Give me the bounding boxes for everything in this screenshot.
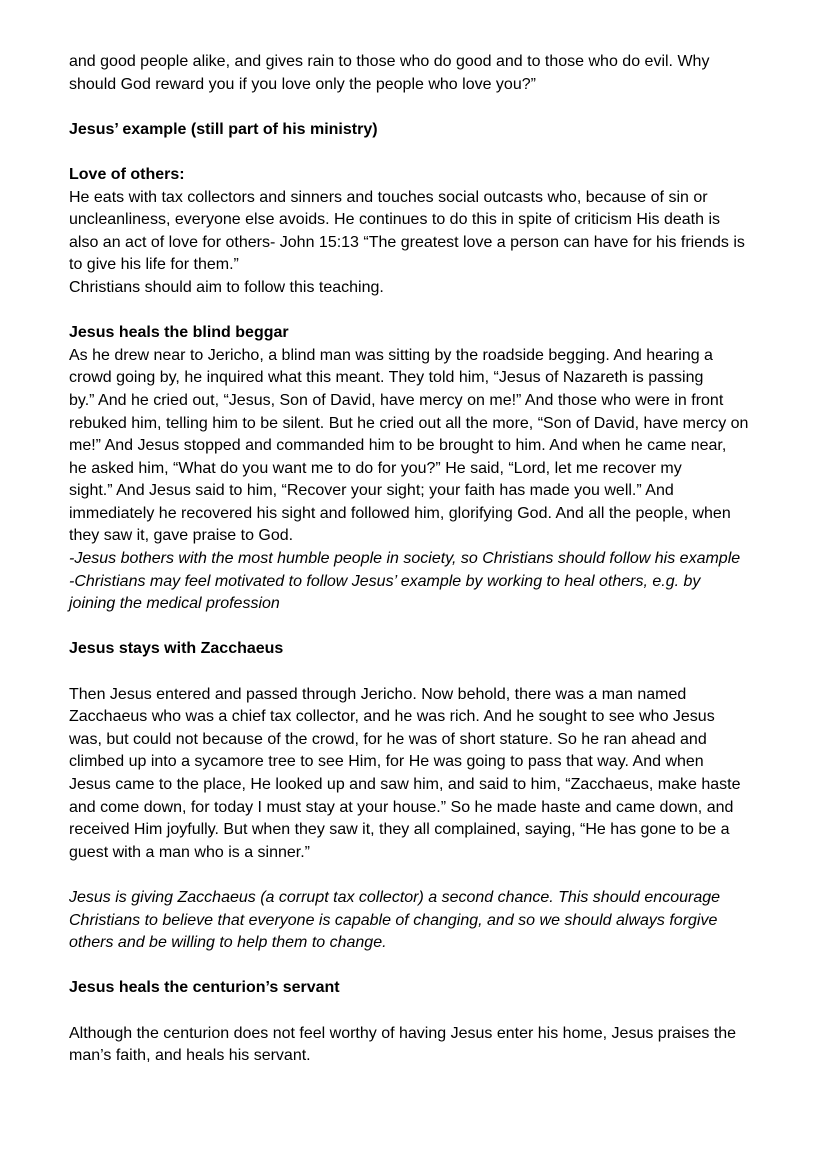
italic-note-line: others and be willing to help them to change.	[69, 934, 387, 952]
text-line: he asked him, “What do you want me to do for you?” He said, “Lord, let me recover my	[69, 459, 682, 477]
text-line: me!” And Jesus stopped and commanded him to be brought to him. And when he came near,	[69, 437, 727, 455]
text-line: crowd going by, he inquired what this meant. They told him, “Jesus of Nazareth is passing	[69, 369, 704, 387]
text-line: Zacchaeus who was a chief tax collector, and he was rich. And he sought to see who Jesus	[69, 708, 715, 726]
italic-note-line: joining the medical profession	[69, 595, 280, 613]
italic-note-line: Jesus is giving Zacchaeus (a corrupt tax collector) a second chance. This should encourage	[69, 888, 721, 906]
text-line: was, but could not because of the crowd, for he was of short stature. So he ran ahead and	[69, 730, 707, 748]
text-line: Jesus came to the place, He looked up and saw him, and said to him, “Zacchaeus, make haste	[69, 776, 741, 793]
text-line: and good people alike, and gives rain to those who do good and to those who do evil. Why	[69, 53, 710, 70]
text-line: Although the centurion does not feel worthy of having Jesus enter his home, Jesus praises the	[69, 1024, 737, 1042]
intro-paragraph	[69, 51, 788, 96]
section-zacchaeus	[69, 638, 788, 954]
text-line: As he drew near to Jericho, a blind man was sitting by the roadside begging. And hearing a	[69, 346, 713, 364]
text-line: Then Jesus entered and passed through Jericho. Now behold, there was a man named	[69, 685, 687, 703]
section-heading-blind-beggar: Jesus heals the blind beggar	[69, 324, 289, 342]
text-line: Christians should aim to follow this teaching.	[69, 278, 384, 296]
section-heading-centurion: Jesus heals the centurion’s servant	[69, 979, 340, 997]
text-line: rebuked him, telling him to be silent. But he cried out all the more, “Son of David, have mercy on	[69, 414, 749, 432]
section-love-of-others	[69, 164, 788, 300]
italic-note-line: Christians to believe that everyone is capable of changing, and so we should always forgive	[69, 911, 718, 929]
section-heading-jesus-example: Jesus’ example (still part of his ministry)	[69, 120, 378, 138]
text-line: man’s faith, and heals his servant.	[69, 1047, 311, 1065]
section-heading-love-of-others: Love of others:	[69, 165, 185, 183]
section-heading-zacchaeus: Jesus stays with Zacchaeus	[69, 640, 284, 658]
section-centurion	[69, 977, 788, 1067]
text-line: to give his life for them.”	[69, 256, 239, 274]
text-line: received Him joyfully. But when they saw it, they all complained, saying, “He has gone to be a	[69, 821, 730, 839]
text-line: uncleanliness, everyone else avoids. He continues to do this in spite of criticism His death is	[69, 211, 720, 229]
text-line: should God reward you if you love only the people who love you?”	[69, 75, 536, 93]
italic-note-line: -Jesus bothers with the most humble people in society, so Christians should follow his example	[69, 550, 741, 568]
text-line: by.” And he cried out, “Jesus, Son of David, have mercy on me!” And those who were in front	[69, 391, 724, 409]
italic-note-line: -Christians may feel motivated to follow Jesus’ example by working to heal others, e.g. by	[69, 572, 701, 590]
text-line: also an act of love for others- John 15:13 “The greatest love a person can have for his friends is	[69, 233, 745, 251]
text-line: immediately he recovered his sight and followed him, glorifying God. And all the people, when	[69, 504, 731, 522]
text-line: sight.” And Jesus said to him, “Recover your sight; your faith has made you well.” And	[69, 482, 674, 500]
text-line: climbed up into a sycamore tree to see Him, for He was going to pass that way. And when	[69, 753, 704, 771]
text-line: guest with a man who is a sinner.”	[69, 843, 311, 861]
text-line: they saw it, gave praise to God.	[69, 527, 294, 545]
section-blind-beggar	[69, 322, 788, 616]
text-line: He eats with tax collectors and sinners and touches social outcasts who, because of sin or	[69, 188, 708, 206]
text-line: and come down, for today I must stay at your house.” So he made haste and came down, and	[69, 798, 734, 816]
